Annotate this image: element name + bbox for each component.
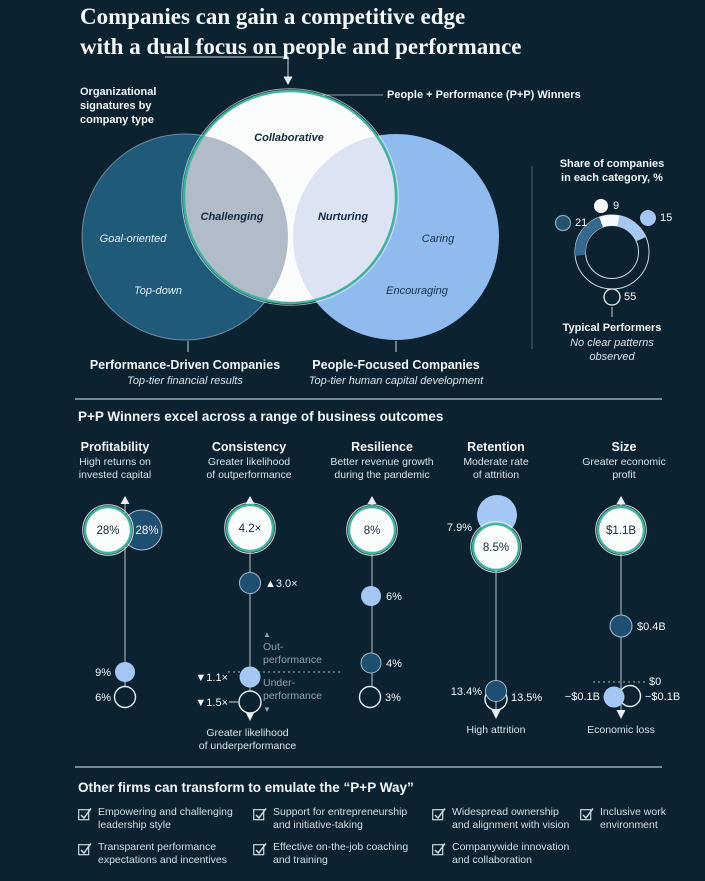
size-footer: Economic loss <box>587 724 655 736</box>
col-header-retention: Retention <box>467 440 525 454</box>
transform-item-text: Inclusive work environment <box>600 806 666 831</box>
transform-item <box>253 841 433 867</box>
value-performance-profitability: 28% <box>135 525 159 537</box>
donut-value-performance: 21 <box>575 217 588 229</box>
dot-typical <box>115 687 136 708</box>
outcomes-title: P+P Winners excel across a range of business outcomes <box>78 409 444 424</box>
col-sub-retention: Moderate rate of attrition <box>463 456 529 481</box>
col-header-resilience: Resilience <box>351 440 413 454</box>
col-header-profitability: Profitability <box>80 440 150 454</box>
up-arrow-icon <box>617 496 626 504</box>
up-arrow-icon <box>368 496 377 504</box>
transform-item-text: Widespread ownership and alignment with vision <box>452 806 570 831</box>
transform-item-text: Companywide innovation and collaboration <box>452 841 570 866</box>
trait-collaborative: Collaborative <box>254 132 324 144</box>
dot-performance <box>486 681 507 702</box>
value-winners-retention: 8.5% <box>482 542 510 554</box>
transform-item <box>78 806 250 832</box>
donut-value-winners: 9 <box>613 200 620 212</box>
value-typical-consistency: ▼1.5× <box>195 697 228 709</box>
value-performance-consistency: ▲3.0× <box>265 578 298 590</box>
transform-item <box>432 806 582 832</box>
checkbox-check-icon <box>580 807 594 821</box>
performance-driven-title: Performance-Driven Companies <box>89 358 281 372</box>
transform-title: Other firms can transform to emulate the “P+P Way” <box>78 780 414 795</box>
col-header-consistency: Consistency <box>211 440 287 454</box>
down-arrow-icon <box>492 710 501 719</box>
donut-chart <box>556 199 657 317</box>
transform-item-text: Effective on-the-job coaching and training <box>273 841 409 866</box>
dot-performance <box>610 615 632 637</box>
trait-caring: Caring <box>421 233 455 245</box>
value-performance-resilience: 4% <box>386 658 402 670</box>
value-winners-resilience: 8% <box>363 525 381 537</box>
trait-goal-oriented: Goal-oriented <box>99 233 167 245</box>
value-typical-retention: 13.5% <box>511 692 543 704</box>
dot-typical <box>360 687 381 708</box>
performance-driven-sub: Top-tier financial results <box>127 375 243 387</box>
checkbox-check-icon <box>78 842 92 856</box>
value-people-consistency: ▼1.1× <box>195 672 228 684</box>
checkbox-check-icon <box>78 807 92 821</box>
value-people-retention: 7.9% <box>446 522 472 534</box>
page-title-line2: with a dual focus on people and performance <box>80 34 522 59</box>
outperformance-annotation: ▲ Out- performance <box>263 630 322 666</box>
typical-performers-sub: No clear patterns observed <box>570 337 654 363</box>
value-winners-consistency: 4.2× <box>238 523 262 535</box>
col-sub-consistency: Greater likelihood of outperformance <box>206 456 292 481</box>
checkbox-check-icon <box>432 807 446 821</box>
value-performance-retention: 13.4% <box>450 686 482 698</box>
down-triangle-icon: ▼ <box>263 705 271 714</box>
value-typical-resilience: 3% <box>385 692 401 704</box>
dot-performance <box>361 653 381 673</box>
col-header-size: Size <box>611 440 637 454</box>
up-arrow-icon <box>121 496 130 504</box>
people-focused-title: People-Focused Companies <box>312 358 480 372</box>
up-triangle-icon: ▲ <box>263 630 271 639</box>
people-focused-sub: Top-tier human capital development <box>308 375 484 387</box>
org-signatures-label: Organizational signatures by company type <box>80 86 157 126</box>
col-sub-resilience: Better revenue growth during the pandemic <box>330 456 434 481</box>
legend-dot-winners <box>594 199 608 213</box>
col-sub-size: Greater economic profit <box>582 456 666 481</box>
value-typical-size: −$0.1B <box>645 691 681 703</box>
value-people-size: −$0.1B <box>564 691 600 703</box>
dot-performance <box>240 573 261 594</box>
down-arrow-icon <box>617 710 626 719</box>
transform-item <box>432 841 592 867</box>
trait-nurturing: Nurturing <box>317 211 369 223</box>
dot-typical <box>239 691 261 713</box>
checkbox-check-icon <box>253 807 267 821</box>
dot-people <box>604 687 625 708</box>
col-sub-profitability: High returns on invested capital <box>78 456 152 481</box>
page-title-line1: Companies can gain a competitive edge <box>80 4 466 29</box>
value-winners-size: $1.1B <box>605 525 637 537</box>
dot-people <box>361 586 381 606</box>
transform-item-text: Support for entrepreneurship and initiative-taking <box>273 806 408 831</box>
trait-encouraging: Encouraging <box>386 285 448 297</box>
transform-item <box>253 806 433 832</box>
donut-value-people: 15 <box>660 212 673 224</box>
checkbox-check-icon <box>432 842 446 856</box>
checkbox-check-icon <box>253 842 267 856</box>
legend-dot-people <box>640 210 656 226</box>
consistency-footer: Greater likelihood of underperformance <box>198 727 297 752</box>
winners-label: People + Performance (P+P) Winners <box>387 89 581 101</box>
value-performance-size: $0.4B <box>637 621 666 633</box>
value-people-resilience: 6% <box>386 591 402 603</box>
trait-top-down: Top-down <box>134 285 182 297</box>
transform-item-text: Empowering and challenging leadership style <box>98 806 233 831</box>
transform-item <box>580 806 680 832</box>
dot-people <box>240 667 261 688</box>
typical-performers-title: Typical Performers <box>562 322 662 334</box>
legend-dot-performance <box>556 216 571 231</box>
legend-dot-typical <box>604 289 620 305</box>
zero-label-size: $0 <box>649 676 662 688</box>
value-winners-profitability: 28% <box>96 525 120 537</box>
value-people-profitability: 9% <box>95 667 111 679</box>
title-connector-arrow-icon <box>284 77 293 86</box>
transform-item <box>78 841 258 867</box>
retention-footer: High attrition <box>466 724 526 736</box>
trait-challenging: Challenging <box>200 211 264 223</box>
transform-item-text: Transparent performance expectations and incentives <box>98 841 227 866</box>
underperformance-annotation: Under- performance ▼ <box>263 677 322 714</box>
donut-title: Share of companies in each category, % <box>559 158 665 184</box>
dot-people <box>115 662 135 682</box>
value-typical-profitability: 6% <box>95 692 111 704</box>
donut-value-typical: 55 <box>624 291 637 303</box>
